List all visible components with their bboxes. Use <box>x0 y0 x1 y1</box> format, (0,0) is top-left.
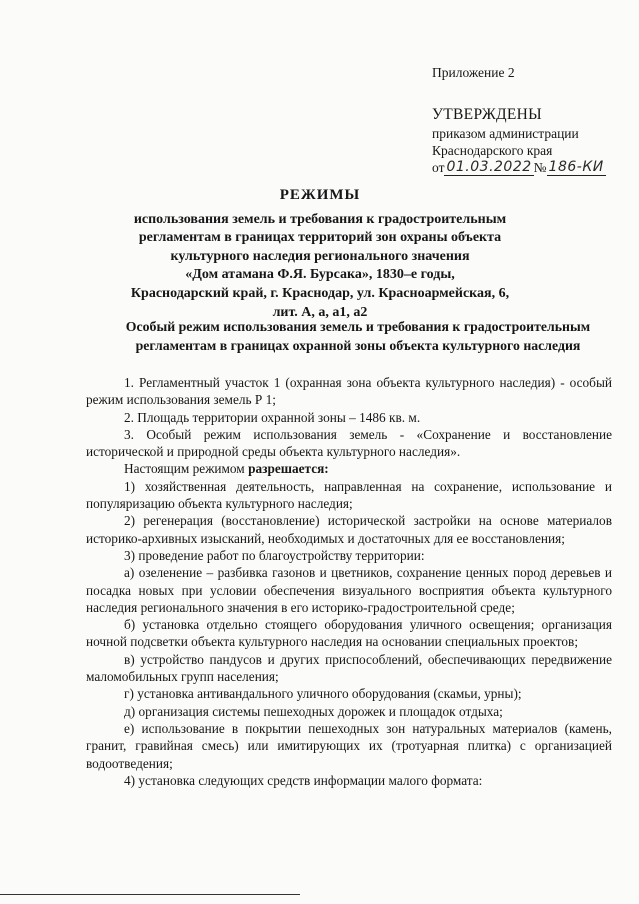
title-line: «Дом атамана Ф.Я. Бурсака», 1830–е годы, <box>185 267 455 283</box>
title-line: использования земель и требования к градостроительным <box>133 211 507 227</box>
list-subitem-v: в) устройство пандусов и других приспособлений, обеспечивающих передвижение маломобильных групп населения; <box>86 651 612 685</box>
document-title <box>120 186 520 322</box>
list-item-4: 4) установка следующих средств информации малого формата: <box>124 772 483 788</box>
list-subitem-d: д) организация системы пешеходных дорожек и площадок отдыха; <box>124 703 503 719</box>
paragraph-3: 3. Особый режим использования земель - «Сохранение и восстановление исторической и природной среды объекта культурного наследия». <box>86 426 612 460</box>
document-body <box>86 374 612 789</box>
order-date-handwritten: 01.03.2022 <box>446 159 532 175</box>
number-prefix: № <box>533 160 547 175</box>
section-heading-line: регламентам в границах охранной зоны объекта культурного наследия <box>135 337 581 353</box>
approved-heading: УТВЕРЖДЕНЫ <box>432 106 542 123</box>
order-number-handwritten: 186-КИ <box>548 159 604 175</box>
permitted-intro: Настоящим режимом <box>124 461 249 477</box>
list-subitem-a: а) озеленение – разбивка газонов и цветников, сохранение ценных пород деревьев и посадка новых при условии обеспечения визуального восприятия объекта культурного наследия регионального значения в его историко-градостроительной среде; <box>86 565 612 615</box>
footer-divider <box>0 894 300 895</box>
title-main: РЕЖИМЫ <box>279 187 361 203</box>
list-item-3: 3) проведение работ по благоустройству территории: <box>124 547 425 563</box>
paragraph-2: 2. Площадь территории охранной зоны – 1486 кв. м. <box>124 409 421 425</box>
section-heading <box>98 318 618 355</box>
title-line: регламентам в границах территорий зон охраны объекта <box>138 230 502 246</box>
title-line: лит. А, а, а1, а2 <box>272 304 368 320</box>
list-subitem-b: б) установка отдельно стоящего оборудования уличного освещения; организация ночной подсветки объекта культурного наследия на основании специальных проектов; <box>86 617 612 650</box>
list-subitem-e: е) использование в покрытии пешеходных зон натуральных материалов (камень, гранит, гравийная смесь) или имитирующих их (тротуарная плитка) с организацией водоотведения; <box>86 720 612 771</box>
annex-label: Приложение 2 <box>432 65 515 80</box>
permitted-keyword: разрешается: <box>248 461 329 477</box>
list-item-2: 2) регенерация (восстановление) исторической застройки на основе материалов историко-архивных изысканий, необходимых и достаточных для ее восстановления; <box>86 513 612 546</box>
list-subitem-g: г) установка антивандального уличного оборудования (скамьи, урны); <box>124 686 522 702</box>
title-line: Краснодарский край, г. Краснодар, ул. Красноармейская, 6, <box>130 285 510 301</box>
order-date-line <box>432 159 632 176</box>
order-line-1: приказом администрации <box>432 126 579 141</box>
section-heading-line: Особый режим использования земель и требования к градостроительным <box>125 319 591 334</box>
order-line-2: Краснодарского края <box>432 143 553 158</box>
title-line: культурного наследия регионального значения <box>170 248 470 264</box>
paragraph-4 <box>86 460 612 477</box>
paragraph-1: 1. Регламентный участок 1 (охранная зона объекта культурного наследия) - особый режим использования земель Р 1; <box>86 375 612 408</box>
list-item-1: 1) хозяйственная деятельность, направленная на сохранение, использование и популяризацию объекта культурного наследия; <box>86 478 612 512</box>
approval-block <box>432 64 632 176</box>
date-prefix: от <box>432 160 445 175</box>
